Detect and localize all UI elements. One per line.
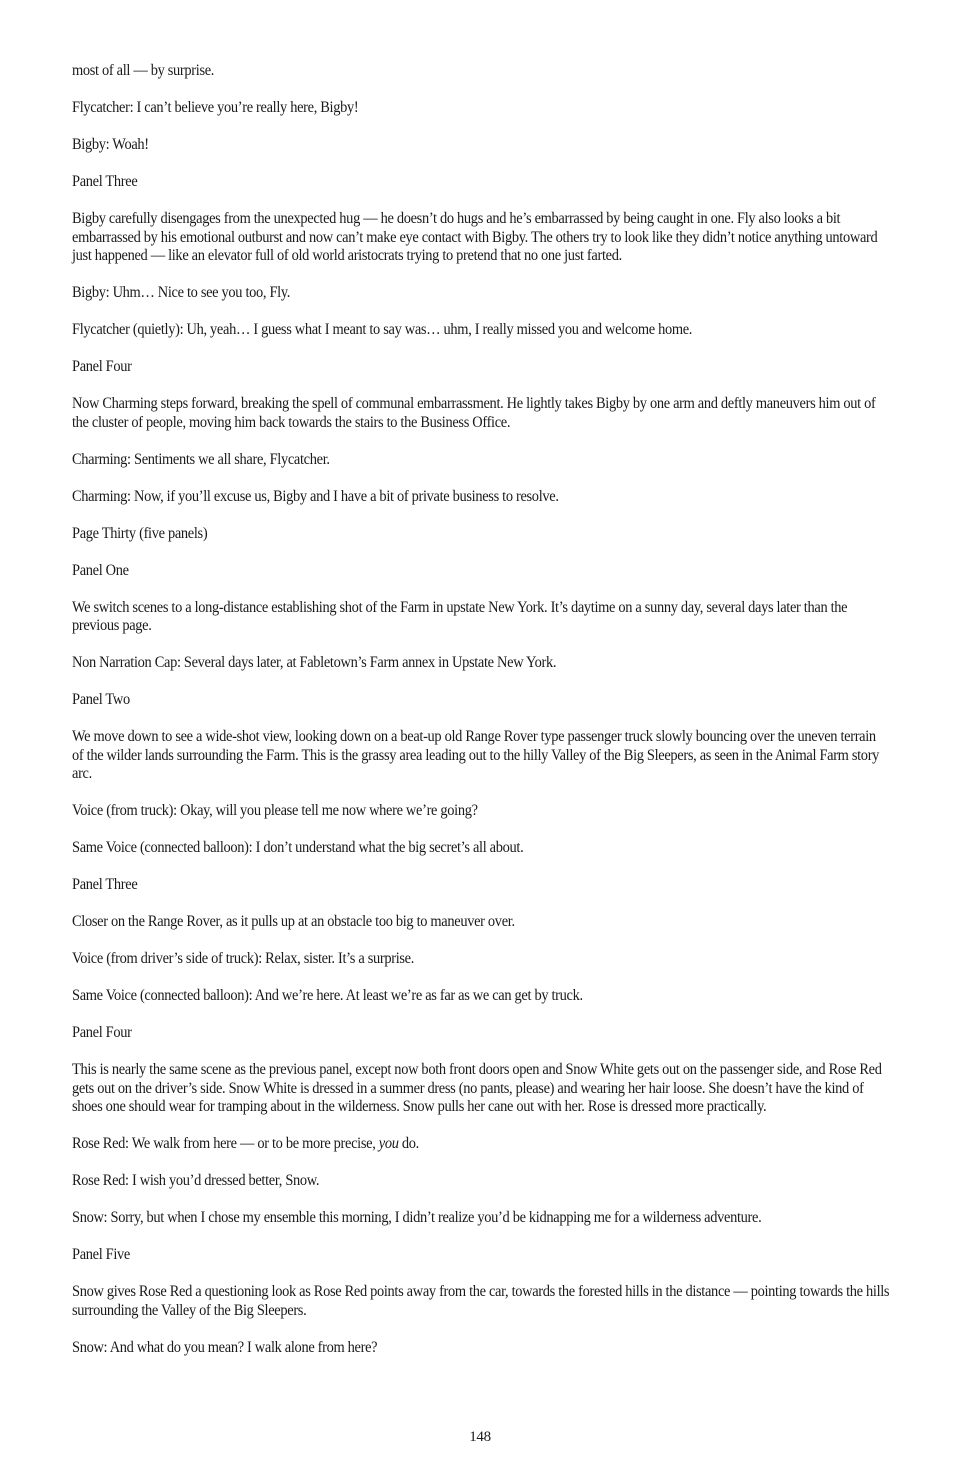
panel-heading: Panel Four bbox=[72, 358, 132, 375]
panel-description: Now Charming steps forward, breaking the spell of communal embarrassment. He lightly takes Bigby by one arm and deftly maneuvers him out of the cluster of people, moving him back towards the stairs to the Business Office. bbox=[72, 395, 876, 431]
dialogue-text: do. bbox=[398, 1135, 419, 1152]
panel-heading: Panel One bbox=[72, 561, 129, 579]
dialogue-line: Bigby: Woah! bbox=[72, 136, 149, 153]
dialogue-line: Snow: And what do you mean? I walk alone from here? bbox=[72, 1338, 378, 1356]
dialogue-line: Voice (from driver’s side of truck): Relax, sister. It’s a surprise. bbox=[72, 950, 415, 967]
dialogue-line: Rose Red: I wish you’d dressed better, Snow. bbox=[72, 1172, 320, 1189]
panel-description: We move down to see a wide-shot view, looking down on a beat-up old Range Rover type passenger truck slowly bouncing over the uneven terrain of the wilder lands surrounding the Farm. This is the grassy area leading out to the hilly Valley of the Big Sleepers, as seen in the Animal Farm story arc. bbox=[72, 728, 880, 782]
panel-description: This is nearly the same scene as the previous panel, except now both front doors open and Snow White gets out on the passenger side, and Rose Red gets out on the driver’s side. Snow White is dressed in a summer dress (no pants, please) and wearing her hair loose. She doesn’t have the kind of shoes one should wear for tramping about in the wilderness. Snow pulls her cane out with her. Rose is dressed more practically. bbox=[72, 1061, 882, 1115]
script-page bbox=[72, 62, 892, 1376]
dialogue-line: Same Voice (connected balloon): I don’t understand what the big secret’s all about. bbox=[72, 839, 524, 856]
panel-heading: Panel Three bbox=[72, 876, 138, 893]
dialogue-line bbox=[72, 1135, 890, 1154]
paragraph: most of all — by surprise. bbox=[72, 62, 215, 79]
dialogue-line: Same Voice (connected balloon): And we’re here. At least we’re as far as we can get by truck. bbox=[72, 987, 583, 1004]
script-body bbox=[72, 62, 892, 1357]
dialogue-line: Flycatcher (quietly): Uh, yeah… I guess what I meant to say was… uhm, I really missed you and welcome home. bbox=[72, 321, 693, 338]
dialogue-text: Rose Red: We walk from here — or to be more precise, bbox=[72, 1135, 379, 1152]
caption-line: Non Narration Cap: Several days later, at Fabletown’s Farm annex in Upstate New York. bbox=[72, 654, 557, 671]
panel-description: Snow gives Rose Red a questioning look as Rose Red points away from the car, towards the forested hills in the distance — pointing towards the hills surrounding the Valley of the Big Sleepers. bbox=[72, 1283, 890, 1319]
page-heading: Page Thirty (five panels) bbox=[72, 524, 208, 542]
dialogue-line: Bigby: Uhm… Nice to see you too, Fly. bbox=[72, 284, 291, 301]
page-number: 148 bbox=[469, 1429, 491, 1445]
panel-heading: Panel Four bbox=[72, 1024, 132, 1041]
panel-heading: Panel Five bbox=[72, 1246, 131, 1263]
panel-description: Closer on the Range Rover, as it pulls up at an obstacle too big to maneuver over. bbox=[72, 913, 515, 930]
dialogue-line: Snow: Sorry, but when I chose my ensemble this morning, I didn’t realize you’d be kidnapping me for a wilderness adventure. bbox=[72, 1209, 762, 1226]
panel-heading: Panel Three bbox=[72, 173, 138, 190]
panel-heading: Panel Two bbox=[72, 691, 130, 708]
panel-description: Bigby carefully disengages from the unexpected hug — he doesn’t do hugs and he’s embarrassed by being caught in one. Fly also looks a bit embarrassed by his emotional outburst and now can’t make eye contact with Bigby. The others try to look like they didn’t notice anything untoward just happened — like an elevator full of old world aristocrats trying to pretend that no one just farted. bbox=[72, 210, 878, 264]
dialogue-line: Voice (from truck): Okay, will you please tell me now where we’re going? bbox=[72, 802, 478, 819]
panel-description: We switch scenes to a long-distance establishing shot of the Farm in upstate New York. It’s daytime on a sunny day, several days later than the previous page. bbox=[72, 598, 848, 634]
emphasized-word: you bbox=[378, 1135, 399, 1152]
dialogue-line: Charming: Now, if you’ll excuse us, Bigby and I have a bit of private business to resolve. bbox=[72, 487, 559, 505]
dialogue-line: Charming: Sentiments we all share, Flycatcher. bbox=[72, 450, 330, 468]
dialogue-line: Flycatcher: I can’t believe you’re really here, Bigby! bbox=[72, 99, 359, 116]
